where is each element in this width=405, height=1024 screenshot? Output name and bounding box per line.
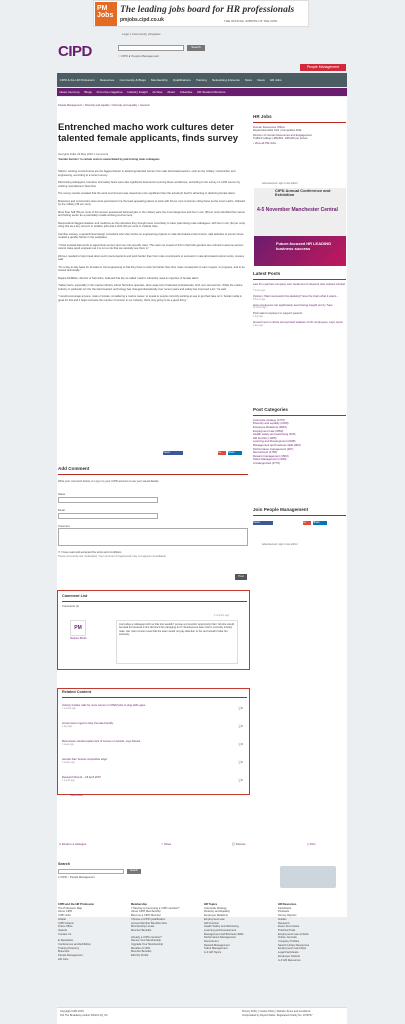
footer-legal-links[interactable]: Privacy Policy | Cookie Policy | Website Terms and Conditions (242, 1010, 311, 1013)
nav-item[interactable]: HR Jobs (269, 78, 282, 82)
paragraph: "I think societal bias tends to pigeonhole women and men into specific roles. The vision an impact of this is that both genders are inclined to assume women cannot make good engineers as it is not a role that we naturally see them in." (58, 243, 244, 250)
join-heading: Join People Management (253, 507, 309, 512)
footer-search (58, 862, 141, 879)
community-link[interactable]: Community (131, 32, 147, 36)
nav-item[interactable]: Store (244, 78, 253, 82)
footer-link[interactable]: Factsheets (278, 906, 292, 910)
nav-item[interactable]: Membership (151, 78, 168, 82)
related-content (62, 690, 247, 798)
footer-link[interactable]: Conferences and Exhibition (58, 943, 91, 947)
avatar: PM (70, 620, 86, 636)
email-field[interactable] (58, 513, 158, 519)
comment-count: Comments (1) (62, 604, 80, 608)
people-management-button[interactable]: People Management (300, 64, 346, 71)
category-link[interactable]: HR function (1305) (253, 435, 277, 440)
category-link[interactable]: Uncategorized (2776) (253, 460, 280, 465)
footer-search-scope[interactable]: ● CIPD ○ People Management (58, 875, 95, 879)
footer-link[interactable]: Research (278, 921, 290, 925)
footer-link[interactable]: Member Benefits (131, 928, 152, 932)
search-button[interactable]: Search (187, 45, 205, 51)
list-item[interactable] (62, 703, 247, 721)
sidebar-hr-jobs (253, 114, 346, 146)
footer-bar (57, 1007, 347, 1024)
footer-link[interactable]: Learning and Development (204, 928, 237, 932)
email-colleague-link[interactable]: ✉ Email to a colleague (59, 843, 87, 846)
comment-count-icon: 💬0 (238, 778, 243, 782)
footer-link[interactable]: Membership Levels (131, 925, 155, 929)
footer-link[interactable]: CIPD Jobs (58, 914, 71, 918)
footer-col (278, 903, 346, 962)
footer-link[interactable]: Employment Law FAQs (278, 947, 307, 951)
footer-link[interactable]: Become a CIPD Member (131, 914, 161, 918)
comment-author[interactable]: Stephen Booth (70, 637, 87, 640)
print-link[interactable]: ⎙ Print (307, 843, 316, 846)
footer-col-heading[interactable]: CIPD and the HR Profession (58, 903, 94, 906)
ad-bottom-text: Future-focused HR LEADING business success (276, 241, 332, 251)
category-link[interactable]: Talent Management (1339) (253, 457, 287, 462)
conference-ad[interactable] (254, 188, 346, 266)
post-link[interactable]: Law firm quizzes company over treatment of cleaners who worked minister ... (253, 281, 346, 290)
sidebar-join (253, 507, 346, 525)
related-heading: Related Content (62, 690, 92, 694)
paragraph: Respondents flagged isolation and medicine as the industries they thought were most likely to have patronising male colleagues, with four in ten (42 per cent) citing this as a key concern in aviation jobs and a third (32 per cent) in medical roles. (58, 221, 246, 228)
post-date: 1 day ago (253, 324, 264, 327)
list-item[interactable] (62, 739, 247, 757)
comment-label: Comment (58, 524, 70, 528)
post-link[interactable]: PwC talent employer to support parents (253, 311, 303, 316)
add-comment-section (58, 466, 248, 559)
name-label: Name (58, 493, 66, 497)
footer-link[interactable]: Health Safety and Well-being (204, 925, 239, 929)
footer-link[interactable]: Benefits of CPD (131, 946, 151, 950)
post-date: 8 hours ago (253, 298, 266, 301)
footer-link[interactable]: People Management (58, 954, 83, 958)
related-title[interactable]: Gender bias 'boosts competitive edge' (62, 757, 108, 761)
nav-item[interactable]: CIPD & the HR Profession (59, 78, 95, 82)
pm-jobs-banner[interactable] (93, 0, 309, 27)
footer-link[interactable]: Survey Reports (278, 914, 297, 918)
comment-text: Just today a colleague told me that she wouldn't pursue a promotion opportunity that I felt she would be ideal for because if she did she'd be managing an IT development team that is currently entirely male. Her main concern was that the team would not pay attention to her and wouldn't take her seriously. (119, 623, 234, 637)
footer-col (58, 903, 126, 962)
paragraph: Regina McMillan, director of Stormline, believed that the so-called 'macho' industries need an injection of female talent. (58, 276, 200, 280)
view-jobs-link[interactable]: › View all PM Jobs (253, 140, 276, 145)
footer-link[interactable]: Recruitment (204, 940, 219, 944)
subnav-item[interactable]: News round up (59, 90, 80, 94)
tweet-button[interactable]: Tweet (253, 521, 273, 525)
footer-link[interactable]: CIPD Ireland (58, 921, 74, 925)
category-link[interactable]: Management and business skills (800) (253, 442, 301, 447)
footer-link[interactable]: Training Directory (58, 946, 80, 950)
article-standfirst: 'Gender barriers' in certain sectors exacerbated by patronising male colleagues (58, 158, 160, 161)
footer-link[interactable]: Global (58, 917, 66, 921)
footer-link[interactable]: Talent Management (204, 947, 228, 951)
footer-col-heading[interactable]: HR Topics (204, 903, 218, 906)
footer-search-heading: Search (58, 862, 70, 866)
footer-link[interactable]: Press Office (58, 925, 73, 929)
subnav-item[interactable]: Blogs (84, 90, 92, 94)
banner-url: pmjobs.cipd.co.uk (120, 17, 164, 23)
comment-count-icon: 💬0 (238, 760, 243, 764)
list-item[interactable] (62, 775, 247, 793)
categories-heading: Post Categories (253, 407, 288, 412)
footer-col (204, 903, 272, 955)
category-link[interactable]: Learning and Development (2348) (253, 439, 296, 444)
comment-intro: Write your comment below, or Log in to your CIPD account to use your saved details (58, 479, 159, 483)
name-field[interactable] (58, 497, 158, 503)
footer-link[interactable]: Management and Business Skills (204, 932, 244, 936)
people-photos-image (280, 866, 336, 888)
footer-link[interactable]: Employment Law (204, 917, 225, 921)
footer-link[interactable]: Event Summaries (278, 925, 300, 929)
email-label: Email (58, 509, 65, 513)
footer-link[interactable]: Employee Outlook (278, 954, 300, 958)
article-actions (57, 843, 347, 851)
article-meta: Georgina Fuller 29 May 2015 1 comments (58, 153, 109, 156)
footer-link[interactable]: A-Z HR Topics (204, 951, 222, 955)
post-link[interactable]: Government to share anonymised salaries of UK employees, says report (253, 320, 344, 325)
footer-link[interactable]: Corporate Strategy (204, 906, 227, 910)
footer-col-heading[interactable]: HR Resources (278, 903, 297, 906)
ad-label: Advertisement: sign it now with/or (262, 182, 298, 185)
breadcrumb[interactable]: People Management > Diversity and equality > Diversity and equality > General (58, 104, 150, 107)
nav-item[interactable]: Training (195, 78, 207, 82)
footer-link[interactable]: Practical Tools (278, 928, 296, 932)
footer-link[interactable]: Contact Us (58, 932, 72, 936)
footer-link[interactable]: Legal Factsheets (278, 951, 299, 955)
post-link[interactable]: How employees can legitimately avoid being caught out by Tupe (253, 302, 333, 307)
subnav-item[interactable]: Industry Insight (127, 90, 148, 94)
paragraph: "I would encourage anyone, male or female, considering a marine career, to speak to people currently working at sea to get their take on it. Social media is great for this and it helps increase the number of women in our industry, that's only going to be a good thing." (58, 295, 242, 302)
paragraph: Caroline Livesey, a geotechnical design consultant who often works on engineering projects in male-dominated environments, said attitudes to women show created a gender barrier in the workplace. (58, 232, 244, 239)
ad-label-2: Advertisement: sign it now with/or (262, 543, 298, 546)
paragraph: "Safety fears, especially in the marine industry where Stormline operates, drive away lots of talented professionals, both men and women. While the marine industry in particular isn't for the faint-hearted, technology has changed dramatically over recent years and safety has improved a lot," he said. (58, 284, 243, 291)
post-date: 7 hours ago (253, 289, 266, 292)
footer-link[interactable]: Reward Management (204, 943, 230, 947)
comment-count-icon: 💬0 (238, 706, 243, 710)
hr-jobs-heading: HR Jobs (253, 114, 272, 119)
nav-item[interactable]: News (257, 78, 265, 82)
pm-jobs-logo: PM Jobs (95, 2, 117, 26)
discuss-link[interactable]: 💬 Discuss (232, 843, 246, 846)
comment-list-header (62, 594, 247, 608)
ad-top-text: CIPD Annual Conference and Exhibition (275, 188, 331, 198)
search-input[interactable] (118, 45, 184, 51)
category-link[interactable]: Employee Relations (2843) (253, 424, 287, 429)
related-date: 3 weeks ago (62, 762, 75, 765)
subnav-item[interactable]: Advertise (179, 90, 193, 94)
nav-item[interactable]: Community & Blogs (119, 78, 146, 82)
footer-link[interactable]: Search Library Resources (278, 943, 310, 947)
address: 151 The Broadway London SW19 1JQ, UK (60, 1014, 108, 1017)
moderation-note: These comments are moderated. Your comment (if approved) may not appear immediately. (58, 554, 167, 558)
footer-col (131, 903, 199, 958)
category-link[interactable]: Employment Law (4052) (253, 428, 284, 433)
footer-link[interactable]: Member Benefits (131, 950, 152, 954)
footer-link[interactable]: Employment Law at Work (278, 932, 309, 936)
subnav-item[interactable]: Archive (152, 90, 163, 94)
comment-count-icon: 💬0 (238, 724, 243, 728)
subnav-item[interactable]: About (167, 90, 176, 94)
footer-link[interactable]: Access Member Benefits Now (131, 921, 167, 925)
job-meta: Trafford College | £55,803 - £65,000 per annum (253, 137, 308, 141)
footer-link[interactable]: Upgrade Your Membership (131, 943, 163, 947)
paragraph: 'Macho' working environments are the biggest barrier to attracting talented women into male dominated sectors, such as the military, construction and engineering, according to a recent survey. (58, 170, 236, 177)
subnav-item[interactable]: From the magazine (96, 90, 123, 94)
paragraph: Breweries and construction sites were perceived to be the least appealing places to work with 40 per cent of women citing these as the most macho, followed by the military (38 per cent). (58, 199, 245, 206)
footer-link[interactable]: Podcasts (278, 910, 290, 914)
banner-tagline: The leading jobs board for HR professionals (120, 5, 295, 15)
sub-nav (57, 88, 347, 96)
tweet-button[interactable]: Tweet (163, 451, 183, 455)
footer-col-heading[interactable]: Membership (131, 903, 147, 906)
footer-link[interactable]: About CIPD (58, 910, 73, 914)
category-link[interactable]: Recruitment (1759) (253, 450, 277, 455)
footer-link[interactable]: Branches (58, 950, 70, 954)
main-nav (57, 73, 347, 87)
footer-search-input[interactable] (58, 869, 124, 874)
related-date: 1 month ago (62, 780, 75, 783)
related-title[interactable]: Industry bodies calls for more women in STEM jobs to plug skills gaps (62, 703, 146, 707)
latest-posts-heading: Latest Posts (253, 271, 281, 276)
comment-list-heading: Comment List (62, 594, 88, 598)
radio-pm[interactable]: ● People Management (128, 54, 160, 58)
terms-checkbox[interactable]: ☐ I have read and accepted the terms and conditions (58, 551, 122, 555)
nav-item[interactable]: Networking & Events (211, 78, 240, 82)
footer-search-button[interactable]: Search (127, 869, 141, 874)
article-body (58, 170, 248, 306)
add-comment-heading: Add Comment (58, 466, 90, 471)
footer-links (58, 903, 346, 998)
post-button[interactable]: Post (235, 574, 247, 580)
login-link[interactable]: Login (122, 32, 130, 36)
paragraph: Women needed to help break down such preconceptions and work harder than their male counterparts to succeed in male dominated environments, Livesey said. (58, 254, 245, 261)
comment-count-icon: 💬0 (238, 742, 243, 746)
footer-link[interactable]: E-Newsletter (58, 939, 74, 943)
footer-link[interactable]: Performance Management (204, 936, 236, 940)
sidebar-latest-posts (253, 271, 346, 330)
search-scope (118, 54, 159, 58)
share-buttons (163, 450, 251, 462)
list-item[interactable] (62, 757, 247, 775)
nav-item[interactable]: Qualifications (172, 78, 191, 82)
gplus-button[interactable]: G+ (303, 521, 311, 525)
category-link[interactable]: Reward management (1503) (253, 453, 289, 458)
related-title[interactable]: Government urged to help 'Female-friendly' (62, 721, 114, 725)
ad-top (254, 188, 346, 236)
footer-link[interactable]: Guides (278, 917, 287, 921)
paragraph: Patronising colleagues, boredom and safety fears were also significant deterrents to joining these workforces, according to the survey of 1,000 women by clothing manufacturer Stormline. (58, 181, 241, 188)
nav-item[interactable]: Resources (99, 78, 115, 82)
footer-link[interactable]: A-Z HR Resources (278, 958, 301, 962)
footer-link[interactable]: HR Function (204, 921, 219, 925)
footer-link[interactable]: 7 Moving up becoming a CIPD member? (131, 906, 180, 910)
top-links: Login | Community | Register (122, 32, 161, 36)
footer-link[interactable]: Online Journals (278, 936, 297, 940)
register-link[interactable]: Register (149, 32, 161, 36)
post-date: 1 day ago (253, 316, 264, 319)
ad-date-text: 4-5 November Manchester Central (257, 207, 338, 213)
category-link[interactable]: Health safety and well-being (616) (253, 432, 296, 437)
footer-link[interactable]: Already a CIPD member? (131, 935, 162, 939)
list-item[interactable] (62, 721, 247, 739)
linkedin-share-button[interactable]: Share (313, 521, 327, 525)
linkedin-share-button[interactable]: Share (228, 451, 242, 455)
footer-link[interactable]: Diversity and Equality (204, 910, 230, 914)
footer-link[interactable]: Renew Your Membership (131, 939, 162, 943)
post-date: 10 hours ago (253, 307, 267, 310)
job-link[interactable]: Human Resources Officer (253, 124, 286, 129)
paragraph: The survey results revealed that the work environment was viewed as more significant than the actual job itself in attracting or deterring female talent. (58, 192, 236, 195)
footer-link[interactable]: Company Profiles (278, 940, 300, 944)
category-link[interactable]: Performance management (407) (253, 446, 294, 451)
related-date: 1 day ago (62, 726, 73, 729)
related-date: 1 week ago (62, 744, 74, 747)
post-link[interactable]: Opinion: Want successful hot-desking? Give the brain what it wants... (253, 294, 339, 299)
related-title[interactable]: Research Round – 18 April 2007 (62, 775, 101, 779)
paragraph: "On a day-to-day basis for females in civil engineering is that they have to work far harder than their male counterparts to earn respect, to progress, and to be trusted technically." (58, 265, 245, 272)
footer-link[interactable]: Employee Relations (204, 914, 228, 918)
comment-time: 4 months ago (214, 614, 230, 617)
radio-cipd[interactable]: ○ CIPD (118, 54, 128, 58)
banner-subtitle: THE OFFICIAL JOBSITE OF THE CIPD (224, 19, 278, 23)
share-link[interactable]: ⇪ Share (161, 843, 172, 846)
article-title: Entrenched macho work cultures deter talented female applicants, finds survey (58, 122, 239, 144)
footer-link[interactable]: HR Jobs (58, 957, 69, 961)
footer-link[interactable]: About CIPD Membership (131, 910, 161, 914)
job-link[interactable]: Director of Human Resources and Engagement (253, 132, 312, 137)
paragraph: More than half (59 per cent) of the women questioned believed jobs in the military were the most dangerous and four in ten (38 per cent) identified the marine and fishing sector as a potentially unsafe working environment. (58, 210, 245, 217)
category-link[interactable]: Corporate strategy (4707) (253, 417, 286, 422)
copyright: Copyright CIPD 2015 (60, 1010, 84, 1013)
comment-textarea[interactable] (58, 528, 248, 546)
related-date: 7 months ago (62, 708, 76, 711)
view-more-link[interactable]: View More (70, 793, 83, 797)
footer-link[interactable]: The Profession Map (58, 906, 83, 910)
comment-body-box (116, 620, 238, 664)
charity-note: Incorporated by Royal Charter, Registered Charity No. 1079797 (242, 1014, 313, 1017)
subnav-item[interactable]: HR Student Directors (197, 90, 226, 94)
category-link[interactable]: Diversity and equality (2349) (253, 421, 289, 426)
footer-link[interactable]: Awards (58, 928, 67, 932)
gplus-button[interactable]: G+ (218, 451, 226, 455)
job-meta: Royal Automobile Club | Competitive DOE (253, 129, 302, 133)
footer-link[interactable]: Choose a CIPD Qualification (131, 917, 166, 921)
related-title[interactable]: Businesses should explain lack of women on boards, says Davies (62, 739, 141, 743)
footer-link[interactable]: Edit My Profile (131, 954, 149, 958)
sidebar-categories (253, 407, 346, 466)
cipd-logo[interactable]: CIPD (58, 43, 92, 60)
